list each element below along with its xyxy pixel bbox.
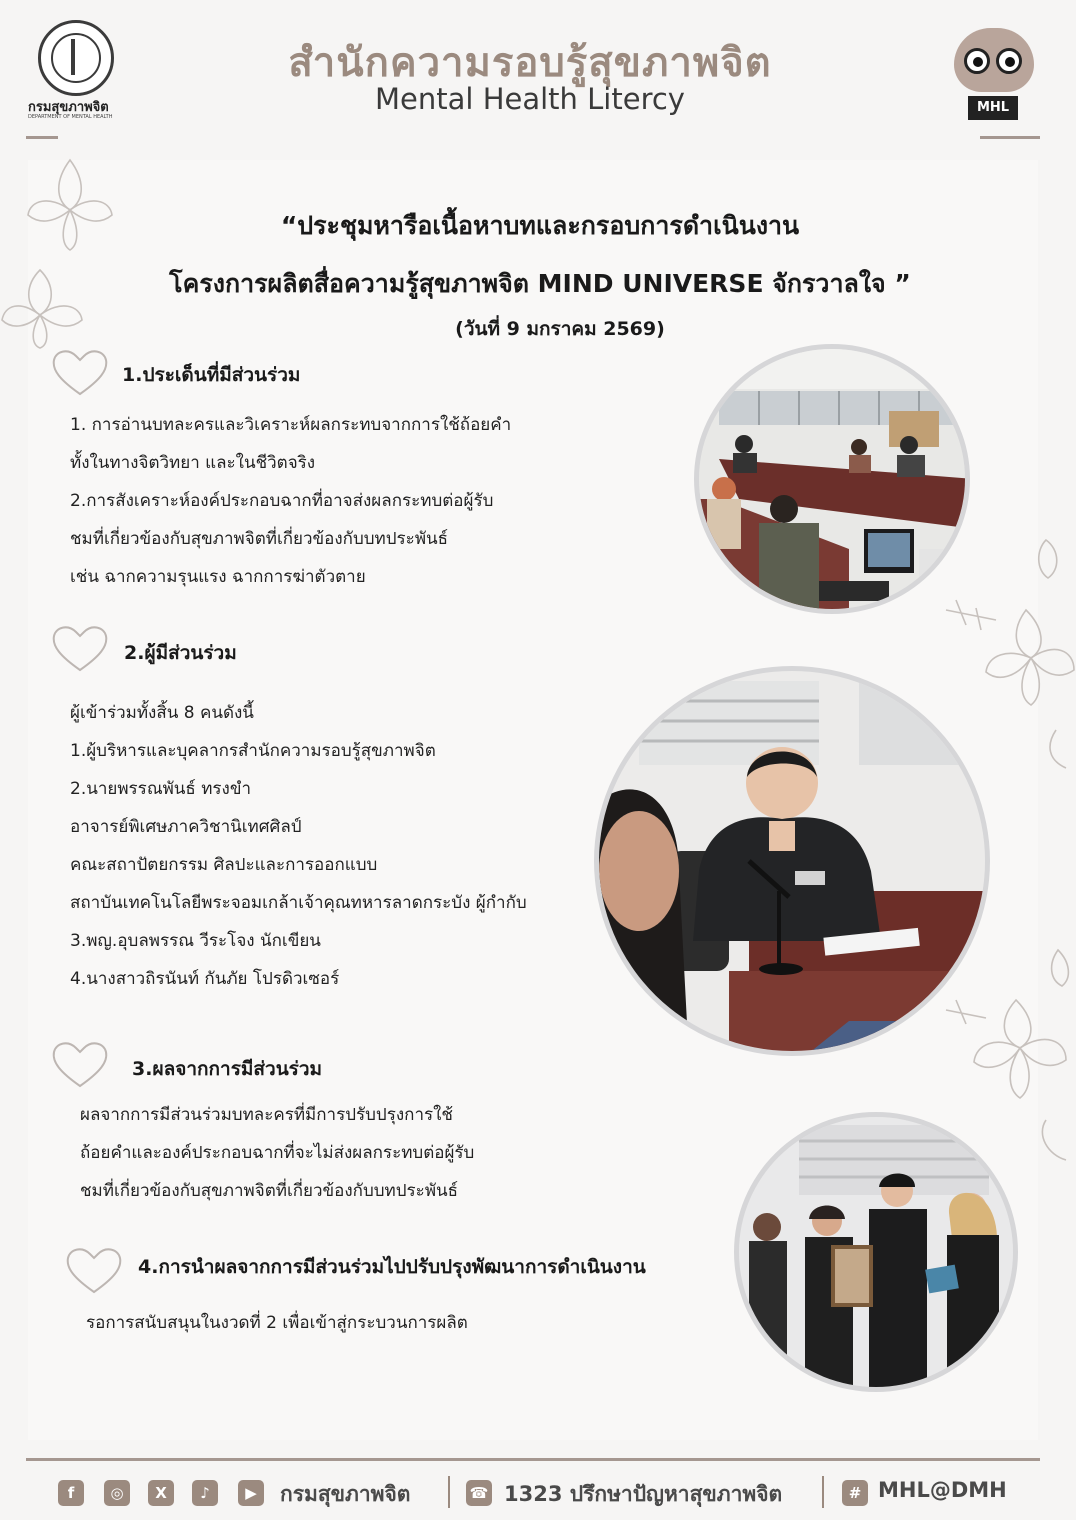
section-3-line: ผลจากการมีส่วนร่วมบทละครที่มีการปรับปรุงการใช้ bbox=[80, 1105, 453, 1125]
meeting-room-photo bbox=[694, 344, 970, 614]
section-1-body bbox=[70, 406, 670, 596]
footer-separator bbox=[448, 1476, 450, 1508]
main-title-line-1: “ประชุมหารือเนื้อหาบทและกรอบการดำเนินงาน bbox=[280, 211, 800, 240]
heart-icon bbox=[64, 1244, 124, 1296]
mhl-owl-logo bbox=[948, 22, 1040, 122]
main-title-line-2: โครงการผลิตสื่อความรู้สุขภาพจิต MIND UNIVERSE จักรวาลใจ ” bbox=[169, 269, 911, 298]
top-rule-left bbox=[26, 136, 58, 139]
flower-decoration-icon bbox=[936, 530, 1076, 770]
section-1-line: 2.การสังเคราะห์องค์ประกอบฉากที่อาจส่งผลกระทบต่อผู้รับ bbox=[70, 491, 494, 511]
section-3-line: ชมที่เกี่ยวข้องกับสุขภาพจิตที่เกี่ยวข้องกับบทประพันธ์ bbox=[80, 1181, 459, 1201]
department-logo-label: กรมสุขภาพจิต bbox=[28, 100, 109, 115]
section-2-line: 4.นางสาวถิรนันท์ กันภัย โปรดิวเซอร์ bbox=[70, 969, 340, 989]
heart-icon bbox=[50, 346, 110, 398]
department-seal-icon bbox=[38, 20, 114, 96]
department-logo bbox=[28, 20, 128, 120]
meeting-date: (วันที่ 9 มกราคม 2569) bbox=[455, 318, 665, 340]
footer-hashtag[interactable]: MHL@DMH bbox=[878, 1478, 1007, 1502]
facebook-icon[interactable]: f bbox=[58, 1480, 84, 1506]
instagram-icon[interactable]: ◎ bbox=[104, 1480, 130, 1506]
x-icon[interactable]: X bbox=[148, 1480, 174, 1506]
section-2-heading: 2.ผู้มีส่วนร่วม bbox=[124, 642, 237, 664]
group-photo bbox=[734, 1112, 1018, 1392]
tiktok-icon[interactable]: ♪ bbox=[192, 1480, 218, 1506]
section-4-line: รอการสนับสนุนในงวดที่ 2 เพื่อเข้าสู่กระบวนการผลิต bbox=[86, 1313, 468, 1333]
section-2-line: ผู้เข้าร่วมทั้งสิ้น 8 คนดังนี้ bbox=[70, 703, 254, 723]
footer-department-name: กรมสุขภาพจิต bbox=[280, 1482, 411, 1506]
footer-hotline[interactable]: 1323 ปรึกษาปัญหาสุขภาพจิต bbox=[504, 1482, 783, 1506]
heart-icon bbox=[50, 622, 110, 674]
section-1-line: เช่น ฉากความรุนแรง ฉากการฆ่าตัวตาย bbox=[70, 567, 366, 587]
section-2-line: สถาบันเทคโนโลยีพระจอมเกล้าเจ้าคุณทหารลาดกระบัง ผู้กำกับ bbox=[70, 893, 527, 913]
youtube-icon[interactable]: ▶ bbox=[238, 1480, 264, 1506]
office-title-thai: สำนักความรอบรู้สุขภาพจิต bbox=[288, 40, 772, 86]
speaker-photo bbox=[594, 666, 990, 1056]
footer-rule bbox=[26, 1458, 1040, 1461]
top-rule-right bbox=[980, 136, 1040, 139]
section-4-heading: 4.การนำผลจากการมีส่วนร่วมไปปรับปรุงพัฒนาการดำเนินงาน bbox=[138, 1256, 646, 1278]
section-2-line: คณะสถาปัตยกรรม ศิลปะและการออกแบบ bbox=[70, 855, 378, 875]
section-2-line: 3.พญ.อุบลพรรณ วีระโจง นักเขียน bbox=[70, 931, 321, 951]
section-1-heading: 1.ประเด็นที่มีส่วนร่วม bbox=[122, 364, 301, 386]
phone-icon: ☎ bbox=[466, 1480, 492, 1506]
department-logo-sublabel: DEPARTMENT OF MENTAL HEALTH bbox=[28, 114, 113, 120]
section-1-line: ทั้งในทางจิตวิทยา และในชีวิตจริง bbox=[70, 453, 316, 473]
flower-decoration-icon bbox=[0, 150, 120, 350]
heart-icon bbox=[50, 1038, 110, 1090]
section-1-line: ชมที่เกี่ยวข้องกับสุขภาพจิตที่เกี่ยวข้องกับบทประพันธ์ bbox=[70, 529, 449, 549]
section-3-body bbox=[80, 1096, 640, 1210]
flower-decoration-icon bbox=[936, 940, 1076, 1170]
section-3-heading: 3.ผลจากการมีส่วนร่วม bbox=[132, 1058, 323, 1080]
office-title-english: Mental Health Litercy bbox=[375, 82, 685, 116]
header bbox=[0, 0, 1076, 140]
section-2-body bbox=[70, 694, 630, 998]
section-3-line: ถ้อยคำและองค์ประกอบฉากที่จะไม่ส่งผลกระทบต่อผู้รับ bbox=[80, 1143, 475, 1163]
mhl-badge: MHL bbox=[968, 96, 1018, 120]
section-4-body bbox=[86, 1304, 646, 1342]
section-2-line: อาจารย์พิเศษภาควิชานิเทศศิลป์ bbox=[70, 817, 302, 837]
section-2-line: 1.ผู้บริหารและบุคลากรสำนักความรอบรู้สุขภาพจิต bbox=[70, 741, 436, 761]
section-1-line: 1. การอ่านบทละครและวิเคราะห์ผลกระทบจากการใช้ถ้อยคำ bbox=[70, 415, 512, 435]
hashtag-icon: # bbox=[842, 1480, 868, 1506]
footer bbox=[0, 1458, 1076, 1520]
section-2-line: 2.นายพรรณพันธ์ ทรงขำ bbox=[70, 779, 251, 799]
footer-separator bbox=[822, 1476, 824, 1508]
